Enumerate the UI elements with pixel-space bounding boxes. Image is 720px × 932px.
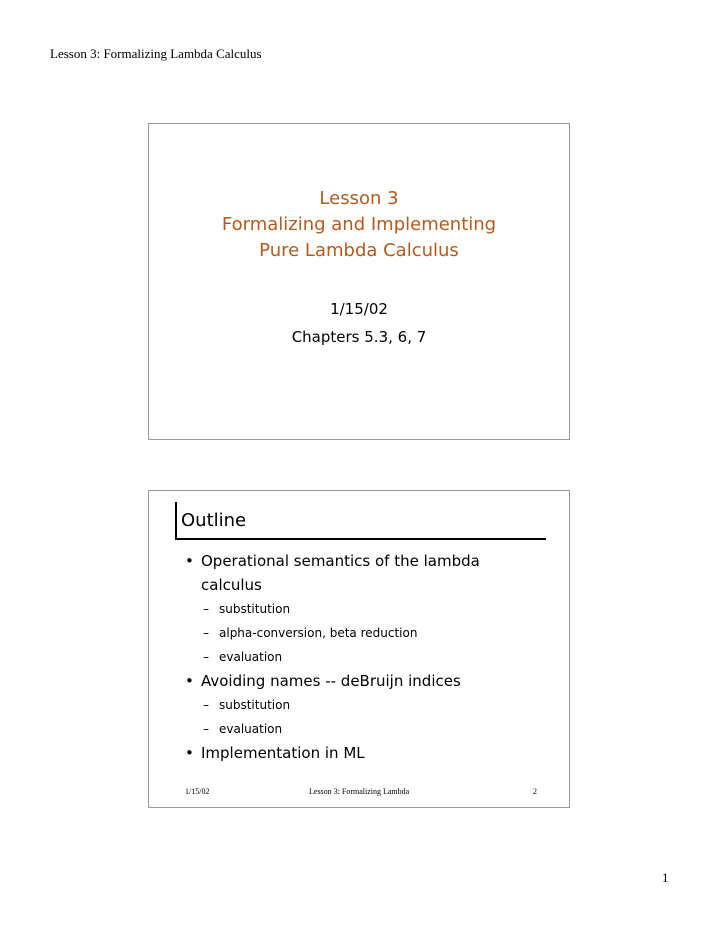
title-underline xyxy=(175,538,546,540)
sub-bullet-text: alpha-conversion, beta reduction xyxy=(219,626,418,640)
bullet-icon: • xyxy=(185,672,194,690)
slide-footer-title: Lesson 3: Formalizing Lambda xyxy=(309,787,410,796)
page-header: Lesson 3: Formalizing Lambda Calculus xyxy=(50,46,262,61)
slide-date: 1/15/02 xyxy=(330,300,388,318)
slide-2 xyxy=(148,490,570,808)
slide-title: Outline xyxy=(181,510,247,531)
sub-bullet-item xyxy=(185,621,535,645)
slide-chapters: Chapters 5.3, 6, 7 xyxy=(291,328,427,346)
slide-footer-date: 1/15/02 xyxy=(185,787,210,796)
sub-bullet-text: substitution xyxy=(219,602,291,616)
title-line: Pure Lambda Calculus xyxy=(259,240,459,261)
bullet-icon: • xyxy=(185,744,194,762)
slide-subtitle xyxy=(149,295,569,351)
dash-icon: – xyxy=(203,722,209,736)
dash-icon: – xyxy=(203,626,209,640)
slide-title xyxy=(149,186,569,264)
title-line: Formalizing and Implementing xyxy=(221,214,497,235)
dash-icon: – xyxy=(203,602,209,616)
sub-bullet-text: evaluation xyxy=(219,722,283,736)
bullet-item xyxy=(185,549,535,597)
title-line: Lesson 3 xyxy=(319,188,399,209)
dash-icon: – xyxy=(203,650,209,664)
slide-1 xyxy=(148,123,570,440)
bullet-item xyxy=(185,741,535,765)
sub-bullet-item xyxy=(185,597,535,621)
slide-footer-page: 2 xyxy=(533,787,537,796)
sub-bullet-item xyxy=(185,645,535,669)
sub-bullet-item xyxy=(185,717,535,741)
bullet-list xyxy=(185,549,535,765)
dash-icon: – xyxy=(203,698,209,712)
bullet-text: Operational semantics of the lambda calculus xyxy=(201,552,480,594)
bullet-text: Avoiding names -- deBruijn indices xyxy=(201,672,461,690)
sub-bullet-text: substitution xyxy=(219,698,291,712)
sub-bullet-text: evaluation xyxy=(219,650,283,664)
title-accent-bar xyxy=(175,502,177,540)
page-number: 1 xyxy=(662,870,669,885)
bullet-text: Implementation in ML xyxy=(201,744,365,762)
bullet-icon: • xyxy=(185,552,194,570)
sub-bullet-item xyxy=(185,693,535,717)
bullet-item xyxy=(185,669,535,693)
